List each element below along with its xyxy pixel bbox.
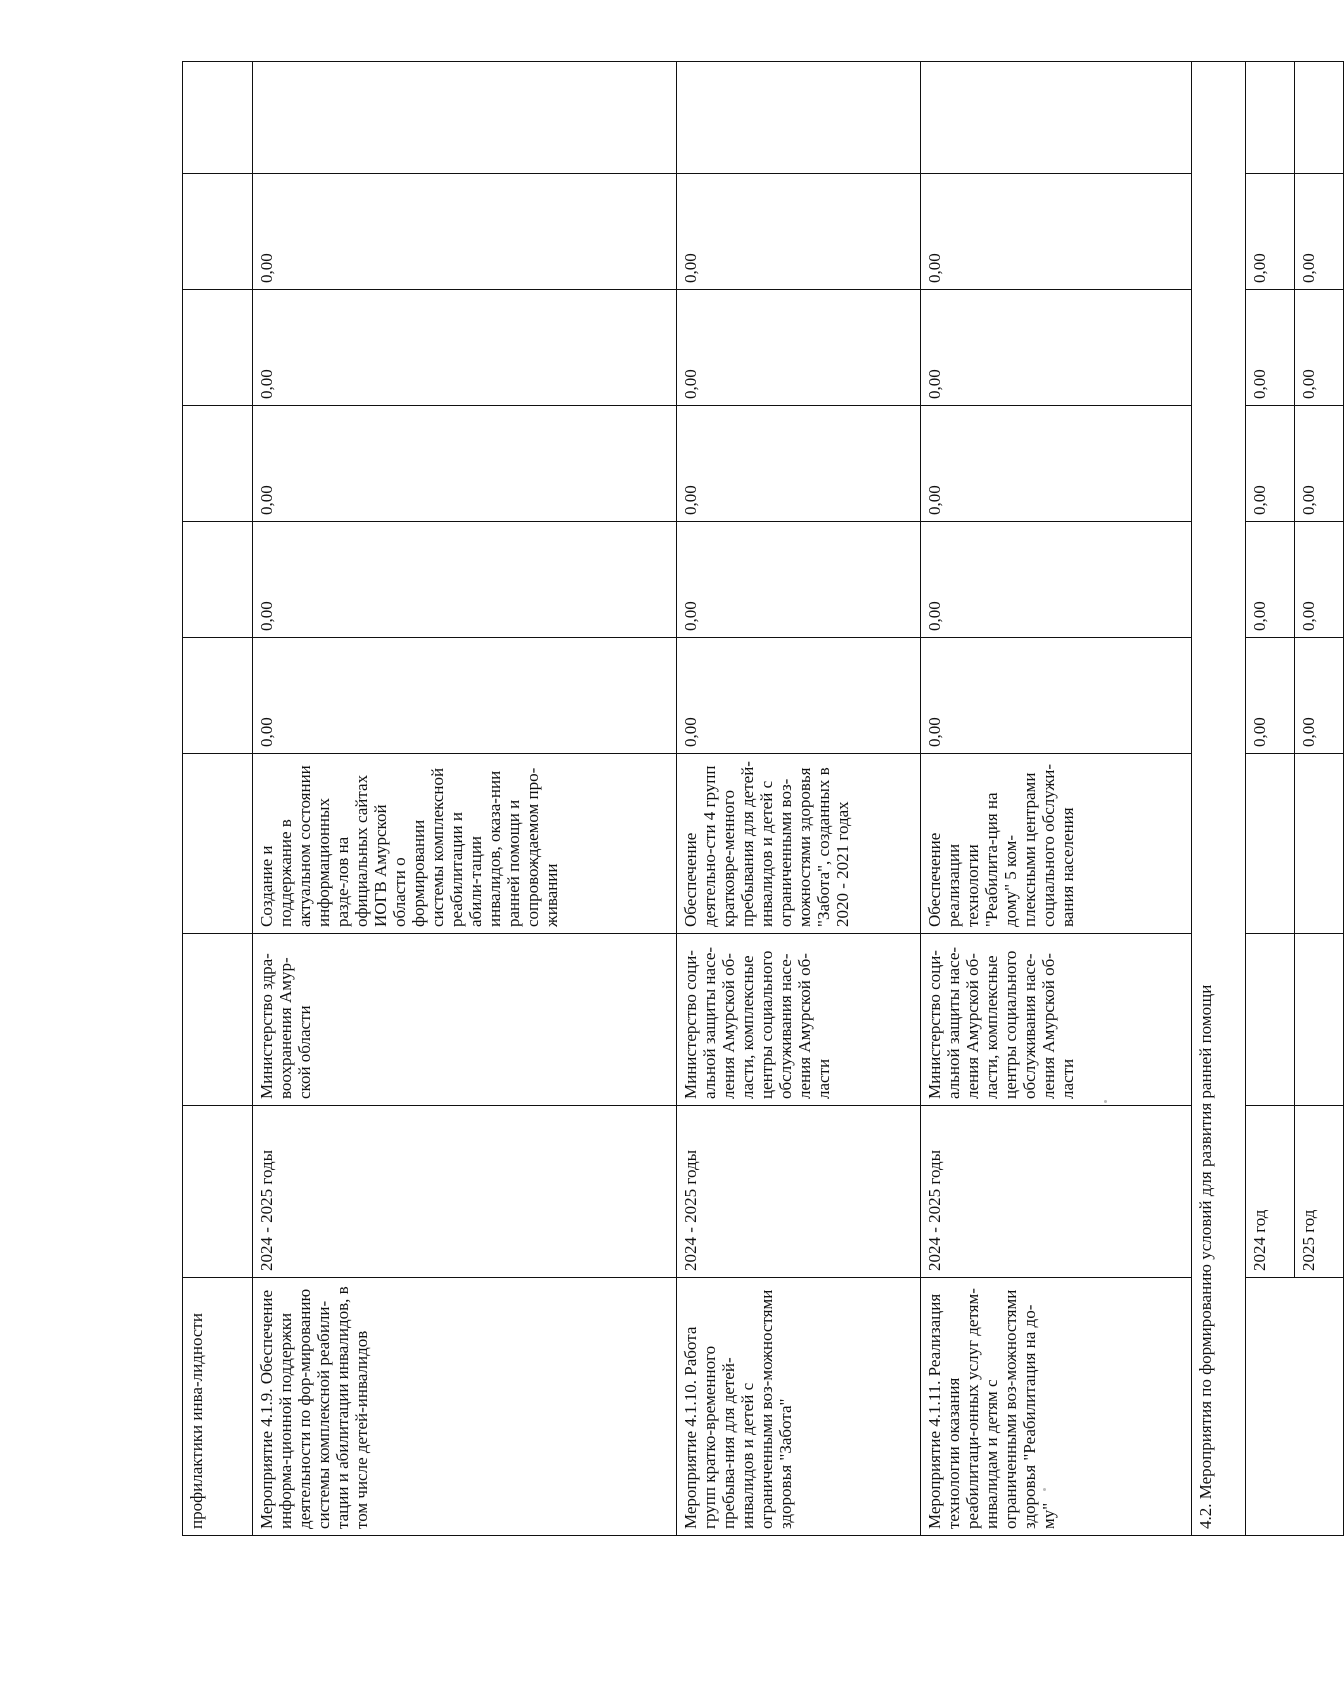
value-cell: 0,00: [1295, 406, 1344, 522]
executor-cell: Министерство соци-альной защиты насе-ления Амурской об-ласти, комплексные центры социального обслуживания насе-ления Амурской об-ласти: [677, 934, 921, 1106]
value-cell: 0,00: [921, 406, 1192, 522]
value-cell: 0,00: [921, 174, 1192, 290]
value-cell: 0,00: [677, 406, 921, 522]
period-cell: 2024 - 2025 годы: [921, 1106, 1192, 1278]
value-cell: 0,00: [1246, 174, 1295, 290]
value-cell: [183, 638, 253, 754]
value-cell: [921, 62, 1192, 174]
value-cell: 0,00: [1295, 638, 1344, 754]
value-cell: [1246, 62, 1295, 174]
executor-cell: Министерство здра-воохранения Амур-ской области: [253, 934, 677, 1106]
value-cell: [183, 62, 253, 174]
table-row: [921, 62, 1192, 1536]
value-cell: 0,00: [253, 638, 677, 754]
table-row: [183, 62, 253, 1536]
event-name-cell: Мероприятие 4.1.10. Работа групп кратко-временного пребыва-ния для детей-инвалидов и детей с ограниченными воз-можностями здоровья "Забота": [677, 1278, 921, 1536]
value-cell: [183, 406, 253, 522]
executor-cell: Министерство соци-альной защиты насе-ления Амурской об-ласти, комплексные центры социального обслуживания насе-ления Амурской об-ласти: [921, 934, 1192, 1106]
value-cell: 0,00: [1246, 290, 1295, 406]
value-cell: 0,00: [1295, 290, 1344, 406]
event-name-cell: Мероприятие 4.1.9. Обеспечение информа-ционной поддержки деятельности по фор-мированию системы комплексной реабили-тации и абилитации инвалидов, в том числе детей-инвалидов: [253, 1278, 677, 1536]
value-cell: 0,00: [921, 522, 1192, 638]
value-cell: 0,00: [253, 406, 677, 522]
empty-cell: [1295, 754, 1344, 934]
value-cell: 0,00: [677, 522, 921, 638]
empty-cell: [1295, 934, 1344, 1106]
rotated-table-wrapper: [182, 62, 1344, 1536]
value-cell: 0,00: [253, 174, 677, 290]
value-cell: [677, 62, 921, 174]
program-events-table: [182, 61, 1344, 1536]
value-cell: 0,00: [921, 290, 1192, 406]
value-cell: 0,00: [1246, 522, 1295, 638]
value-cell: 0,00: [677, 174, 921, 290]
value-cell: [183, 522, 253, 638]
event-name-cell: Мероприятие 4.1.11. Реализация технологии оказания реабилитаци-онных услуг детям-инвалидам и детям с ограниченными воз-можностями здоровья "Реабилитация на до-му": [921, 1278, 1192, 1536]
result-cell: Создание и поддержание в актуальном состоянии информационных разде-лов на официальных сайтах ИОГВ Амурской области о формировании системы комплексной реабилитации и абили-тации инвалидов, оказа-нии ранней помощи и сопровождаемом про-живании: [253, 754, 677, 934]
year-row: [1246, 62, 1295, 1536]
result-cell: Обеспечение реализации технологии "Реабилита-ция на дому" 5 ком-плексными центрами социального обслужи-вания населения: [921, 754, 1192, 934]
value-cell: 0,00: [253, 522, 677, 638]
period-cell: 2024 - 2025 годы: [253, 1106, 677, 1278]
table-row: [253, 62, 677, 1536]
section-title: 4.2. Мероприятия по формированию условий для развития ранней помощи: [1192, 62, 1246, 1536]
executor-cell: [183, 934, 253, 1106]
period-cell: 2024 - 2025 годы: [677, 1106, 921, 1278]
result-cell: Обеспечение деятельно-сти 4 групп кратковре-менного пребывания для детей-инвалидов и детей с ограниченными воз-можностями здоровья "Забота", созданных в 2020 - 2021 годах: [677, 754, 921, 934]
value-cell: 0,00: [677, 638, 921, 754]
empty-cell: [1246, 1278, 1344, 1536]
year-label: 2025 год: [1295, 1106, 1344, 1278]
period-cell: [183, 1106, 253, 1278]
value-cell: 0,00: [1295, 522, 1344, 638]
value-cell: [183, 290, 253, 406]
year-label: 2024 год: [1246, 1106, 1295, 1278]
table-row: [677, 62, 921, 1536]
value-cell: [183, 174, 253, 290]
value-cell: 0,00: [677, 290, 921, 406]
value-cell: 0,00: [1246, 638, 1295, 754]
event-name-cell: профилактики инва-лидности: [183, 1278, 253, 1536]
empty-cell: [1246, 934, 1295, 1106]
value-cell: 0,00: [1246, 406, 1295, 522]
empty-cell: [1246, 754, 1295, 934]
section-header-row: [1192, 62, 1246, 1536]
rotated-table-container: [182, 62, 1344, 1536]
value-cell: [1295, 62, 1344, 174]
value-cell: 0,00: [921, 638, 1192, 754]
value-cell: 0,00: [253, 290, 677, 406]
value-cell: [253, 62, 677, 174]
value-cell: 0,00: [1295, 174, 1344, 290]
result-cell: [183, 754, 253, 934]
